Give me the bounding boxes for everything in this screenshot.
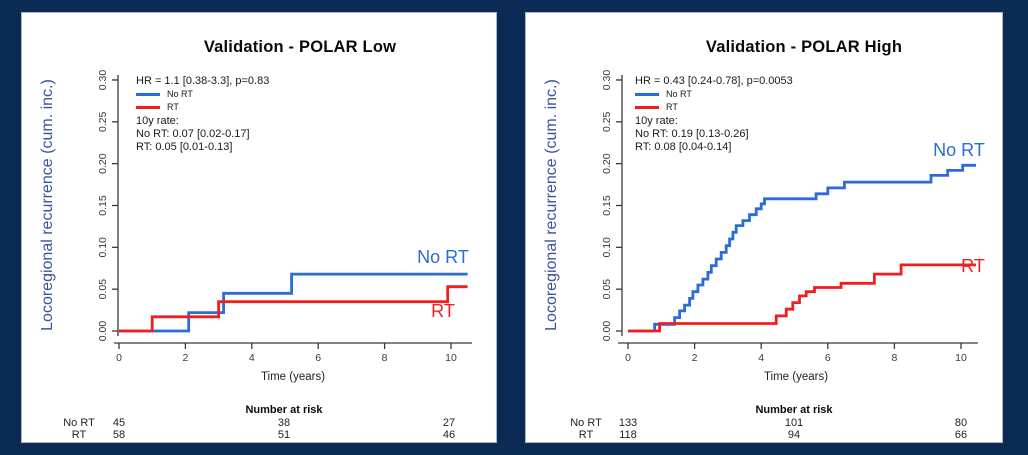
chart-title: Validation - POLAR Low [203,38,397,56]
nar-row-label-no-rt: No RT [570,417,602,429]
nar-count: 133 [618,417,638,429]
number-at-risk-header: Number at risk [755,404,833,416]
nar-row-label-rt: RT [578,429,594,441]
y-tick-label: 0.25 [97,111,109,133]
y-tick-label: 0.10 [601,237,613,258]
legend-entry-no-rt [136,89,193,99]
rate-no-rt: No RT: 0.07 [0.02-0.17] [136,128,250,140]
y-tick-label: 0.20 [601,153,613,174]
nar-row-label-rt: RT [71,429,87,441]
x-axis-title: Time (years) [763,371,829,383]
nar-count: 51 [277,429,291,441]
y-axis-title: Locoregional recurrence (cum. inc.) [543,79,560,331]
panel-polar-low [21,12,497,443]
y-tick-label: 0.30 [97,69,109,91]
y-tick-label: 0.30 [601,69,613,91]
legend-entry-rt [635,102,678,112]
nar-count: 46 [442,429,456,441]
y-tick-label: 0.10 [97,237,109,258]
x-tick-label: 6 [824,352,831,364]
nar-row-label-no-rt: No RT [63,417,95,429]
chart-title: Validation - POLAR High [705,38,903,56]
x-tick-label: 8 [381,352,388,364]
curve-rt [119,287,468,331]
rate-header: 10y rate: [635,115,678,127]
legend-hr-text: HR = 0.43 [0.24-0.78], p=0.0053 [635,75,793,87]
no-rt-curve-label: No RT [933,140,985,160]
legend-entry-rt [136,102,179,112]
legend-entry-no-rt [635,89,692,99]
rate-rt: RT: 0.08 [0.04-0.14] [635,141,732,153]
x-tick-label: 2 [691,352,698,364]
x-tick-label: 4 [758,352,765,364]
nar-count: 94 [787,429,801,441]
number-at-risk-header: Number at risk [245,404,323,416]
rate-header: 10y rate: [136,115,179,127]
x-tick-label: 8 [891,352,898,364]
rt-line-swatch [136,106,160,109]
x-tick-label: 10 [955,352,967,364]
no-rt-curve-label: No RT [417,247,469,267]
rate-no-rt: No RT: 0.19 [0.13-0.26] [635,128,749,140]
x-tick-label: 0 [116,352,122,364]
curve-rt [628,265,976,331]
legend-no-rt-label: No RT [167,89,193,99]
y-tick-label: 0.15 [97,195,109,216]
legend-hr-text: HR = 1.1 [0.38-3.3], p=0.83 [136,75,270,87]
legend-rt-label: RT [666,102,678,112]
panel-polar-high [525,12,1003,443]
nar-count: 80 [954,417,968,429]
no-rt-line-swatch [635,93,659,96]
x-tick-label: 10 [445,352,457,364]
y-tick-label: 0.15 [601,195,613,216]
y-tick-label: 0.05 [601,278,613,300]
nar-count: 101 [784,417,804,429]
nar-count: 58 [112,429,126,441]
rt-curve-label: RT [961,256,985,276]
y-tick-label: 0.20 [97,153,109,174]
curve-no-rt [628,165,976,331]
x-axis-title: Time (years) [260,371,326,383]
nar-count: 27 [442,417,456,429]
nar-count: 66 [954,429,968,441]
nar-count: 38 [277,417,291,429]
nar-count: 118 [619,429,637,441]
x-tick-label: 6 [315,352,322,364]
rt-line-swatch [635,106,659,109]
y-tick-label: 0.05 [97,278,109,300]
y-tick-label: 0.25 [601,111,613,133]
rt-curve-label: RT [431,301,455,321]
y-tick-label: 0.00 [97,320,109,342]
nar-count: 45 [112,417,126,429]
rate-rt: RT: 0.05 [0.01-0.13] [136,141,233,153]
legend-rt-label: RT [167,102,179,112]
y-axis-title: Locoregional recurrence (cum. inc.) [39,79,56,331]
y-tick-label: 0.00 [601,320,613,342]
legend-no-rt-label: No RT [666,89,692,99]
x-tick-label: 0 [625,352,631,364]
x-tick-label: 4 [248,352,255,364]
x-tick-label: 2 [182,352,189,364]
no-rt-line-swatch [136,93,160,96]
